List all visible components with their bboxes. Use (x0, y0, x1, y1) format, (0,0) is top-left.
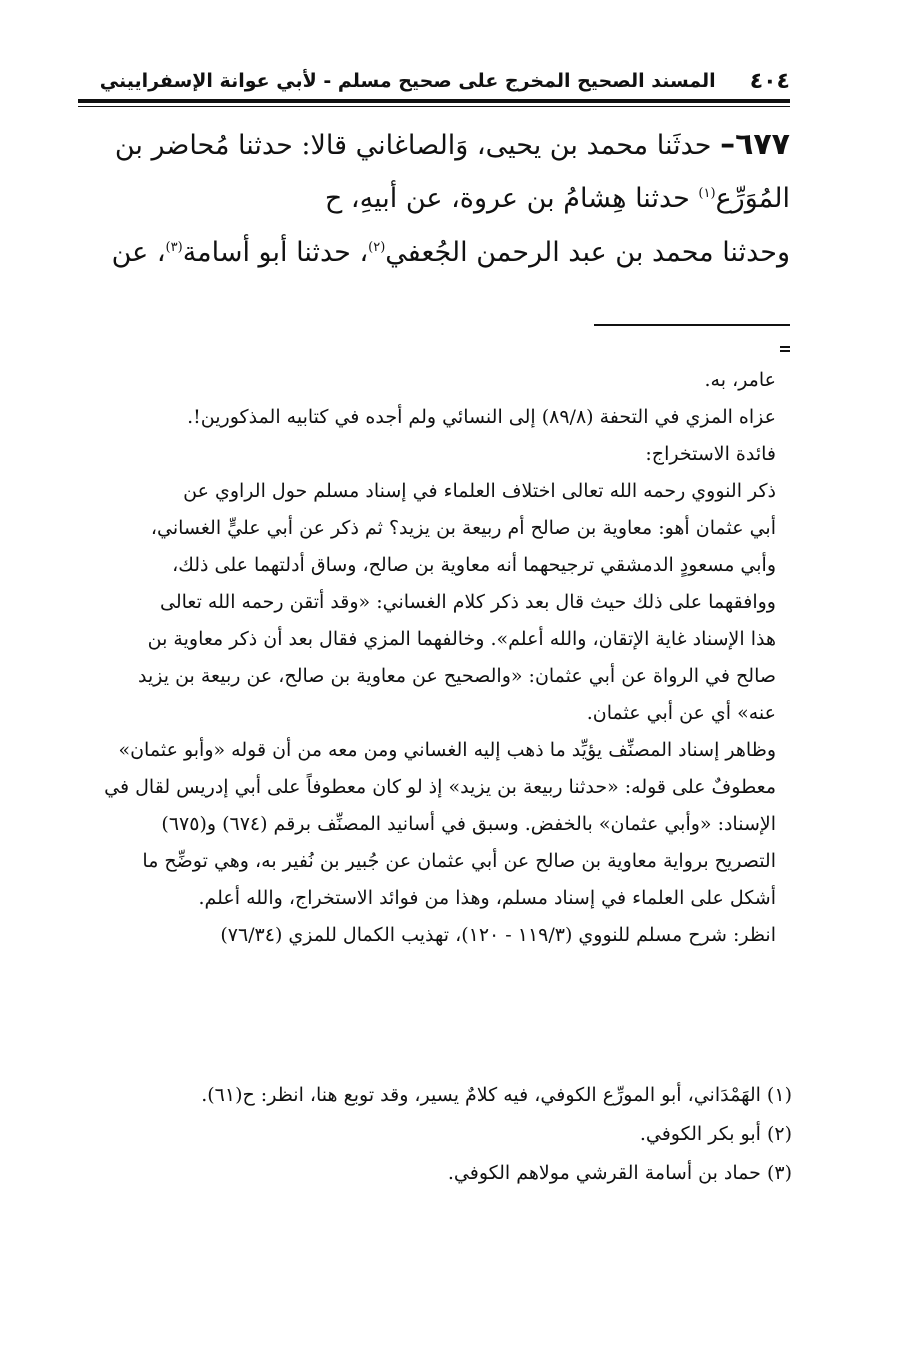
note-line: أبي عثمان أهو: معاوية بن صالح أم ربيعة بن يزيد؟ ثم ذكر عن أبي عليٍّ الغساني، (150, 517, 776, 539)
header-rule (78, 99, 790, 103)
hadith-line (80, 226, 790, 280)
footnote: (٢) أبو بكر الكوفي. (639, 1123, 792, 1145)
note-line: وأبي مسعودٍ الدمشقي ترجيحهما أنه معاوية بن صالح، وساق أدلتهما على ذلك، (172, 554, 776, 576)
page-header (78, 66, 790, 96)
footnotes (80, 1076, 792, 1193)
note-line: ووافقهما على ذلك حيث قال بعد ذكر كلام الغساني: «وقد أتقن رحمه الله تعالى (160, 591, 776, 613)
continuation-mark (780, 346, 790, 352)
note-line: انظر: شرح مسلم للنووي (١١٩/٣ - ١٢٠)، تهذيب الكمال للمزي (٧٦/٣٤) (220, 924, 776, 946)
hadith-text (80, 118, 790, 280)
note-line: عنه» أي عن أبي عثمان. (586, 702, 776, 724)
footnote-ref: (٢) (368, 240, 386, 255)
note-line: صالح في الرواة عن أبي عثمان: «والصحيح عن معاوية بن صالح، عن ربيعة بن يزيد (138, 665, 776, 687)
note-line: وظاهر إسناد المصنِّف يؤيِّد ما ذهب إليه الغساني ومن معه من أن قوله «وأبو عثمان» (118, 739, 776, 761)
note-line: عامر، به. (704, 369, 776, 391)
hadith-line (80, 118, 790, 172)
header-rule-thin (78, 106, 790, 107)
note-line: أشكل على العلماء في إسناد مسلم، وهذا من فوائد الاستخراج، والله أعلم. (198, 887, 776, 909)
hadith-number: ٦٧٧– (720, 127, 790, 162)
note-line: فائدة الاستخراج: (645, 443, 776, 465)
running-title: المسند الصحيح المخرج على صحيح مسلم - لأبي عوانة الإسفراييني (99, 70, 716, 92)
note-line: عزاه المزي في التحفة (٨٩/٨) إلى النسائي ولم أجده في كتابيه المذكورين!. (187, 406, 776, 428)
continued-note (80, 362, 776, 954)
note-line: معطوفٌ على قوله: «حدثنا ربيعة بن يزيد» إذ لو كان معطوفاً على أبي إدريس لقال في (104, 776, 776, 798)
hadith-line (80, 172, 790, 226)
note-line: التصريح برواية معاوية بن صالح عن أبي عثمان عن جُبير بن نُفير به، وهي توضِّح ما (142, 850, 776, 872)
footnote-separator (594, 324, 790, 326)
note-line: الإسناد: «وأبي عثمان» بالخفض. وسبق في أسانيد المصنِّف برقم (٦٧٤) و(٦٧٥) (161, 813, 776, 835)
note-line: ذكر النووي رحمه الله تعالى اختلاف العلماء في إسناد مسلم حول الراوي عن (183, 480, 776, 502)
page-number: ٤٠٤ (749, 68, 790, 94)
hadith-text-segment: المُوَرِّع (715, 183, 790, 214)
footnote-ref: (١) (698, 186, 716, 201)
hadith-text-segment: ، عن (111, 237, 166, 268)
hadith-text-segment: حدثَنا محمد بن يحيى، وَالصاغاني قالا: حدثنا مُحاضر بن (114, 130, 712, 161)
footnote: (١) الهَمْدَاني، أبو المورِّع الكوفي، فيه كلامٌ يسير، وقد توبع هنا، انظر: ح(٦١). (201, 1084, 792, 1106)
note-line: هذا الإسناد غاية الإتقان، والله أعلم». وخالفهما المزي فقال بعد أن ذكر معاوية بن (147, 628, 776, 650)
footnote: (٣) حماد بن أسامة القرشي مولاهم الكوفي. (447, 1162, 792, 1184)
hadith-text-segment: حدثنا هِشامُ بن عروة، عن أبيهِ، ح (324, 183, 699, 214)
footnote-ref: (٣) (165, 240, 183, 255)
hadith-text-segment: ، حدثنا أبو أسامة (182, 237, 369, 268)
hadith-text-segment: وحدثنا محمد بن عبد الرحمن الجُعفي (385, 237, 790, 268)
